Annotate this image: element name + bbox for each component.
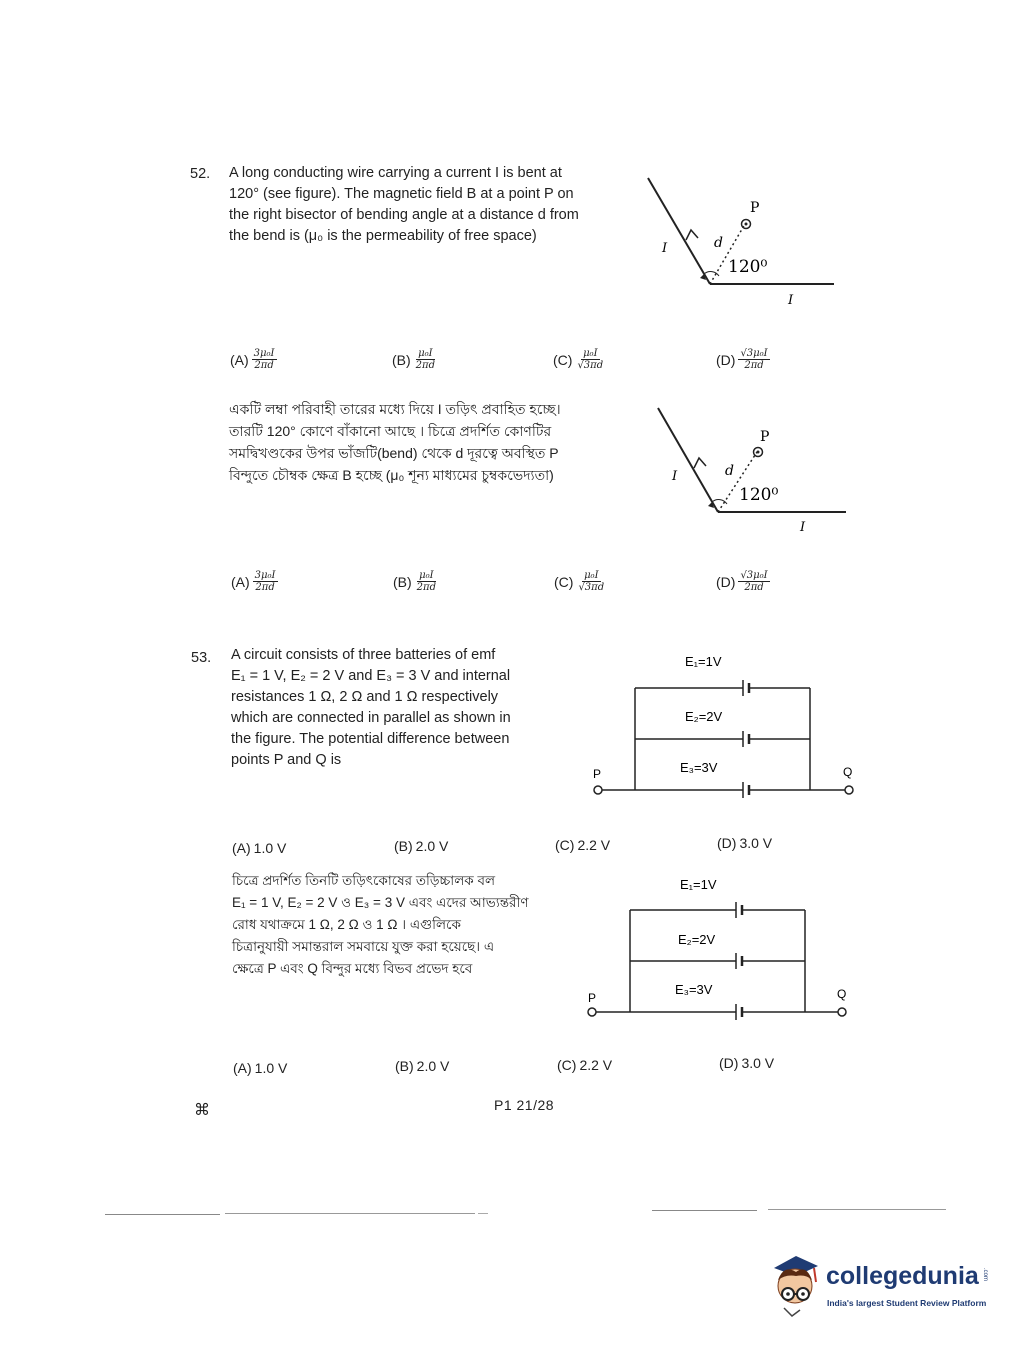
denominator: 2πd (744, 360, 764, 371)
q53-bn-line: E₁ = 1 V, E₂ = 2 V ও E₃ = 3 V এবং এদের আভ্যন্তরীণ (232, 895, 529, 910)
q53-option-c[interactable] (555, 837, 610, 853)
numerator: 3μ₀I (253, 348, 275, 359)
q52-bn-option-b[interactable] (393, 570, 438, 593)
option-label: (A) (231, 573, 250, 590)
option-value: 3.0 V (739, 835, 773, 851)
q52-figure-en (640, 170, 840, 310)
q53-bn-line: রোধ যথাক্রমে 1 Ω, 2 Ω ও 1 Ω । এগুলিকে (232, 917, 461, 932)
q52-option-a[interactable] (230, 348, 277, 371)
q53-en-line: A circuit consists of three batteries of emf (231, 647, 496, 663)
page-number: P1 21/28 (494, 1097, 555, 1113)
option-label: (B) (395, 1058, 414, 1074)
q53-text-en (231, 645, 511, 771)
q52-bn-line: বিন্দুতে চৌম্বক ক্ষেত্র B হচ্ছে (μ₀ শূন্য মাধ্যমের চুম্বকভেদ্যতা) (229, 467, 554, 483)
collegedunia-logo[interactable] (766, 1250, 996, 1320)
option-fraction (575, 348, 605, 371)
numerator: √3μ₀I (740, 570, 768, 581)
q53-circuit-en (585, 648, 865, 808)
option-label: (D) (716, 351, 736, 368)
option-fraction (252, 348, 277, 371)
option-label: (B) (394, 838, 413, 854)
q53-bn-option-a[interactable] (233, 1060, 287, 1076)
q52-fig-distance: d (714, 235, 723, 251)
option-value: 1.0 V (253, 840, 287, 856)
numerator: μ₀I (419, 570, 434, 581)
denominator: 2πd (744, 582, 764, 593)
q53-option-d[interactable] (717, 835, 772, 851)
option-value: 2.0 V (416, 1058, 450, 1074)
q53-option-b[interactable] (394, 838, 448, 854)
q52-fig-current-left: I (662, 241, 668, 256)
q53-en-line: the figure. The potential difference between (231, 731, 510, 747)
q52-bn-fig-current-right: I (800, 520, 806, 535)
footer-symbol: ⌘ (194, 1102, 211, 1119)
denominator: √3πd (577, 360, 604, 371)
option-fraction (738, 570, 769, 593)
option-fraction (414, 348, 437, 371)
q52-bn-option-a[interactable] (231, 570, 278, 593)
numerator: μ₀I (583, 348, 598, 359)
q52-bn-line: তারটি 120° কোণে বাঁকানো আছে । চিত্রে প্রদর্শিত কোণটির (229, 423, 552, 439)
q53-bn-fig-e3: E₃=3V (675, 982, 713, 997)
option-fraction (253, 570, 278, 593)
q53-fig-e3: E₃=3V (680, 760, 718, 775)
q52-number: 52. (190, 166, 211, 182)
option-fraction (738, 348, 769, 371)
option-fraction (576, 570, 606, 593)
q52-option-d[interactable] (716, 348, 770, 371)
mascot-icon (766, 1250, 824, 1320)
option-label: (C) (557, 1057, 577, 1073)
option-label: (A) (233, 1060, 252, 1076)
q53-text-bn (232, 870, 529, 980)
q52-figure-bn (650, 400, 850, 540)
q52-fig-current-right: I (788, 293, 794, 308)
q53-circuit-bn (580, 872, 860, 1032)
divider (768, 1209, 946, 1210)
q52-bn-fig-angle: 120⁰ (739, 485, 779, 505)
divider (105, 1214, 220, 1215)
q53-en-line: points P and Q is (231, 752, 342, 768)
q52-bn-line: একটি লম্বা পরিবাহী তারের মধ্যে দিয়ে I তড়িৎ প্রবাহিত হচ্ছে। (229, 401, 561, 417)
denominator: 2πd (255, 582, 275, 593)
logo-wordmark: collegedunia (826, 1262, 979, 1290)
q53-fig-p: P (593, 767, 602, 781)
option-value: 2.2 V (579, 1057, 613, 1073)
option-value: 2.2 V (577, 837, 611, 853)
q52-en-line: the right bisector of bending angle at a distance d from (229, 207, 579, 223)
q53-bn-line: চিত্রানুযায়ী সমান্তরাল সমবায়ে যুক্ত করা হয়েছে। এ (232, 939, 495, 954)
q53-bn-fig-e1: E₁=1V (680, 877, 717, 892)
q53-en-line: which are connected in parallel as shown in (231, 710, 511, 726)
q53-en-line: resistances 1 Ω, 2 Ω and 1 Ω respectively (231, 689, 499, 705)
q52-bn-line: সমদ্বিখণ্ডকের উপর ভাঁজটি(bend) থেকে d দূরত্বে অবস্থিত P (229, 445, 559, 461)
logo-com: .com (982, 1268, 988, 1282)
q53-bn-fig-e2: E₂=2V (678, 932, 716, 947)
q53-bn-option-d[interactable] (719, 1055, 774, 1071)
option-label: (D) (717, 835, 737, 851)
q53-fig-e2: E₂=2V (685, 709, 723, 724)
numerator: μ₀I (584, 570, 599, 581)
q52-bn-option-c[interactable] (554, 570, 606, 593)
option-label: (A) (232, 840, 251, 856)
numerator: √3μ₀I (740, 348, 768, 359)
option-label: (D) (716, 573, 736, 590)
q53-fig-q: Q (843, 765, 853, 779)
q52-option-c[interactable] (553, 348, 605, 371)
logo-tagline: India's largest Student Review Platform (827, 1298, 987, 1308)
option-label: (D) (719, 1055, 739, 1071)
denominator: 2πd (254, 360, 274, 371)
option-value: 2.0 V (415, 838, 449, 854)
denominator: 2πd (416, 582, 437, 593)
option-fraction (415, 570, 438, 593)
option-value: 3.0 V (741, 1055, 775, 1071)
numerator: μ₀I (418, 348, 433, 359)
q53-option-a[interactable] (232, 840, 286, 856)
denominator: √3πd (578, 582, 605, 593)
divider (478, 1213, 488, 1214)
q52-en-line: A long conducting wire carrying a current I is bent at (229, 165, 562, 181)
option-value: 1.0 V (254, 1060, 288, 1076)
q53-en-line: E₁ = 1 V, E₂ = 2 V and E₃ = 3 V and internal (231, 668, 511, 684)
divider (225, 1213, 475, 1214)
q52-bn-fig-point: P (760, 429, 770, 445)
q53-number: 53. (191, 650, 212, 666)
option-label: (A) (230, 351, 249, 368)
option-label: (C) (555, 837, 575, 853)
q53-bn-line: চিত্রে প্রদর্শিত তিনটি তড়িৎকোষের তড়িচ্চালক বল (232, 873, 496, 888)
q53-bn-option-b[interactable] (395, 1058, 449, 1074)
q52-en-line: 120° (see figure). The magnetic field B at a point P on (229, 186, 574, 202)
q53-bn-line: ক্ষেত্রে P এবং Q বিন্দুর মধ্যে বিভব প্রভেদ হবে (232, 961, 473, 976)
q52-fig-angle: 120⁰ (728, 257, 768, 277)
option-label: (C) (553, 351, 573, 368)
q52-en-line: the bend is (μ₀ is the permeability of free space) (229, 228, 537, 244)
q52-text-bn (229, 398, 561, 486)
q53-fig-e1: E₁=1V (685, 654, 722, 669)
option-label: (B) (393, 573, 412, 590)
q52-bn-fig-distance: d (725, 463, 734, 479)
q53-bn-fig-p: P (588, 991, 597, 1005)
q52-text-en (229, 163, 579, 247)
q53-bn-fig-q: Q (837, 987, 847, 1001)
q52-option-b[interactable] (392, 348, 437, 371)
option-label: (C) (554, 573, 574, 590)
divider (652, 1210, 757, 1211)
option-label: (B) (392, 351, 411, 368)
q52-fig-point: P (750, 200, 760, 216)
q53-bn-option-c[interactable] (557, 1057, 612, 1073)
denominator: 2πd (415, 360, 436, 371)
q52-bn-option-d[interactable] (716, 570, 770, 593)
q52-bn-fig-current-left: I (672, 469, 678, 484)
numerator: 3μ₀I (254, 570, 276, 581)
